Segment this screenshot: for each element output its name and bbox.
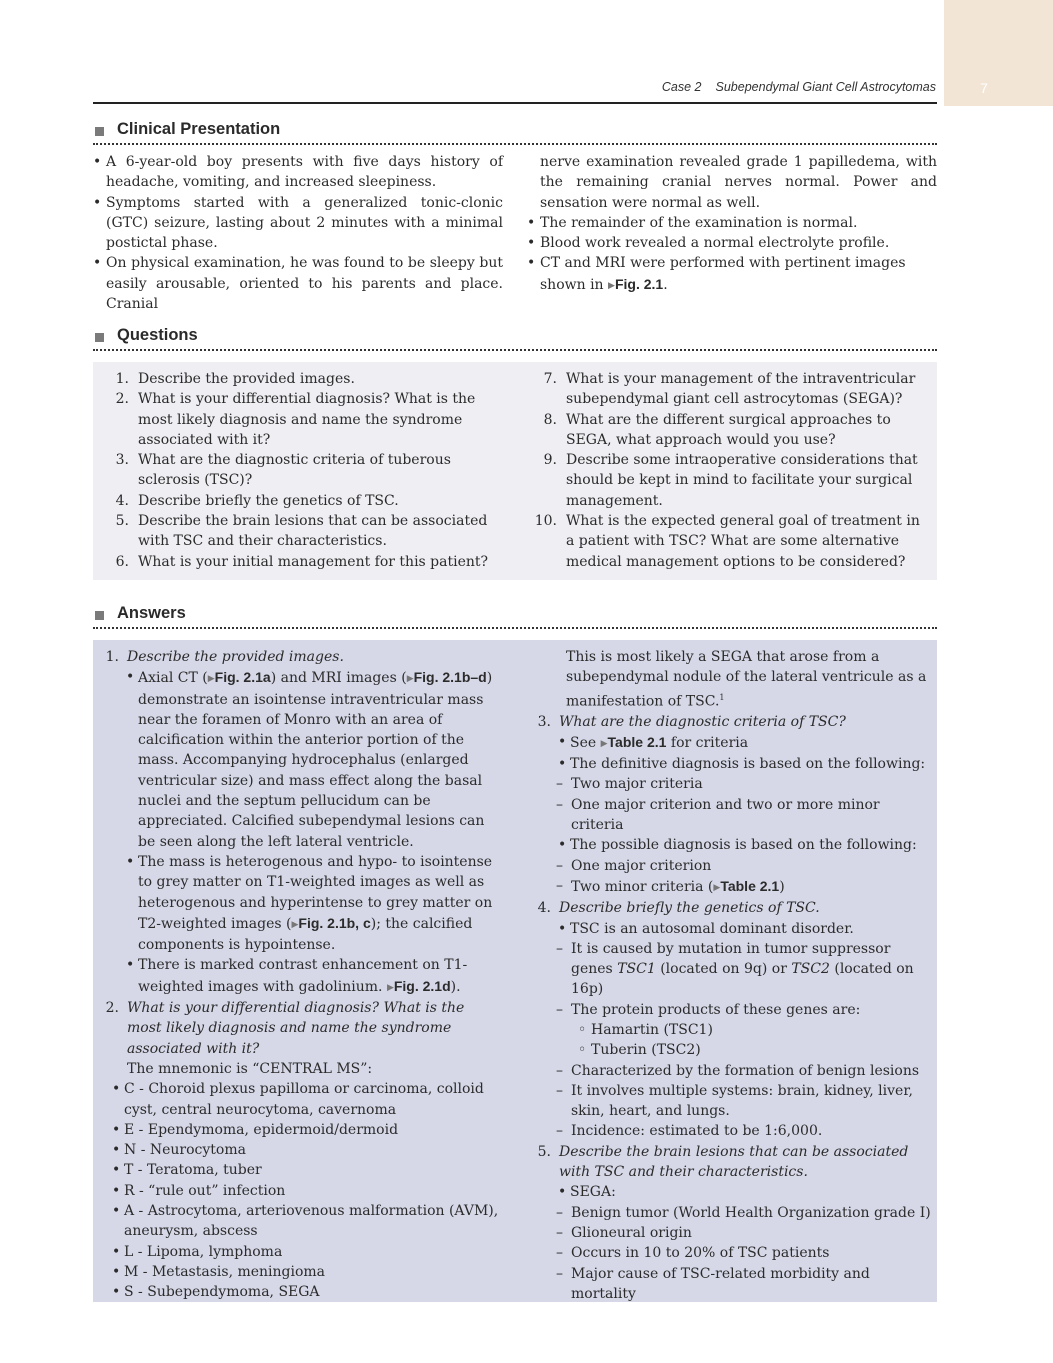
text: There is marked contrast enhancement on T1-weighted images with gadolinium. — [138, 957, 468, 995]
question-text: Describe briefly the genetics of TSC. — [138, 492, 399, 509]
dotted-rule — [93, 627, 937, 629]
answer-dash-item: – Two major criteria — [531, 774, 931, 794]
section-square-icon — [95, 127, 104, 136]
answer-dash-item: – The protein products of these genes are: — [531, 1000, 931, 1020]
answer-dash-item: – It involves multiple systems: brain, kidney, liver, skin, heart, and lungs. — [531, 1081, 931, 1122]
answer-circle-item: ◦ Tuberin (TSC2) — [531, 1040, 931, 1060]
running-header-title: Subependymal Giant Cell Astrocytomas — [715, 80, 936, 94]
clinical-right-column — [527, 152, 937, 296]
mnemonic-item: • A - Astrocytoma, arteriovenous malformation (AVM), aneurysm, abscess — [99, 1201, 499, 1242]
question-text: Describe some intraoperative considerations that should be kept in mind to facilitate your surgical management. — [566, 452, 918, 509]
text: It is caused by mutation in tumor suppressor genes — [571, 940, 891, 978]
text: ) demonstrate an isointense intraventricular mass near the foramen of Monro with an area of calcification within the anterior portion of the mass. Accompanying hydrocephalus (enlarged ventricular size) and mass effect along the basal nuclei and the septum pellucidum can be appreciated. Calcified subependymal lesions can be seen along the left lateral ventricle. — [138, 670, 493, 850]
question-text: What is your initial management for this patient? — [138, 553, 489, 570]
text: Two minor criteria ( — [571, 878, 714, 895]
text: ) and MRI images ( — [270, 670, 407, 687]
mnemonic-item: • E - Ependymoma, epidermoid/dermoid — [99, 1120, 499, 1140]
table-ref[interactable]: Table 2.1 — [607, 733, 667, 750]
mnemonic-item: • R - “rule out” infection — [99, 1181, 499, 1201]
answer-dash-item: – Incidence: estimated to be 1:6,000. — [531, 1121, 931, 1141]
clinical-item-text: CT and MRI were performed with pertinent images shown in — [540, 255, 906, 293]
answer-title: What are the diagnostic criteria of TSC? — [559, 713, 846, 730]
answer-number: 2. — [105, 1000, 119, 1017]
clinical-left-column — [93, 152, 503, 314]
answer-number: 1. — [105, 649, 119, 665]
figure-ref[interactable]: Fig. 2.1b, c — [298, 914, 371, 931]
question-item — [527, 410, 927, 451]
question-item — [99, 511, 494, 552]
answer-bullet: • TSC is an autosomal dominant disorder. — [531, 919, 931, 939]
answer-dash-item: – Characterized by the formation of benign lesions — [531, 1061, 931, 1081]
clinical-item — [527, 253, 937, 296]
answer-bullet: • The definitive diagnosis is based on the following: — [531, 754, 931, 774]
answer-bullet — [99, 955, 499, 998]
figure-ref[interactable]: Fig. 2.1b–d — [413, 669, 487, 686]
clinical-item: • A 6-year-old boy presents with five days history of headache, vomiting, and increased sleepiness. — [93, 152, 503, 193]
answer-number: 4. — [537, 900, 551, 917]
mnemonic-item: • S - Subependymoma, SEGA — [99, 1282, 499, 1302]
question-text: What is your differential diagnosis? What is the most likely diagnosis and name the syndrome associated with it? — [138, 391, 476, 448]
text: The mass is heterogenous and hypo- to isointense to grey matter on T1-weighted images as well as heterogenous and hyperintense to grey matter on T2-weighted images ( — [138, 853, 493, 932]
mnemonic-item: • L - Lipoma, lymphoma — [99, 1242, 499, 1262]
clinical-item-continuation: nerve examination revealed grade 1 papilledema, with the remaining cranial nerves normal. Power and sensation were normal as well. — [540, 154, 937, 211]
mnemonic-item: • M - Metastasis, meningioma — [99, 1262, 499, 1282]
question-number: 2. — [115, 391, 129, 408]
answer-heading — [99, 998, 499, 1059]
figure-ref[interactable]: Fig. 2.1d — [393, 977, 451, 994]
question-text: Describe the provided images. — [138, 371, 355, 387]
figure-ref[interactable]: Fig. 2.1a — [214, 669, 271, 686]
figure-arrow-icon: ▶ — [608, 280, 615, 291]
question-number: 8. — [543, 411, 557, 428]
mnemonic-item: • N - Neurocytoma — [99, 1140, 499, 1160]
question-item — [527, 450, 927, 511]
text: ) — [779, 878, 785, 895]
question-text: What is your management of the intraventricular subependymal giant cell astrocytomas (SEGA)? — [566, 371, 916, 408]
question-item — [99, 369, 494, 389]
question-number: 4. — [115, 492, 129, 509]
clinical-item-end: . — [663, 276, 668, 293]
answer-heading — [531, 898, 931, 918]
answer-dash-item: – One major criterion — [531, 856, 931, 876]
figure-arrow-icon: ▶ — [406, 674, 414, 685]
section-title: Answers — [117, 604, 186, 622]
table-arrow-icon: ▶ — [600, 738, 608, 749]
answers-left-column — [99, 647, 499, 1303]
running-header — [662, 80, 936, 94]
answer-dash-item: – Glioneural origin — [531, 1223, 931, 1243]
section-heading-clinical — [93, 121, 937, 145]
text: for criteria — [670, 734, 749, 751]
answer-bullet: • The possible diagnosis is based on the following: — [531, 835, 931, 855]
answer-bullet — [99, 667, 499, 852]
table-ref[interactable]: Table 2.1 — [720, 877, 780, 894]
clinical-item: • On physical examination, he was found to be sleepy but easily arousable, oriented to his parents and place. Cranial — [93, 253, 503, 314]
question-number: 1. — [115, 371, 129, 387]
question-number: 10. — [534, 513, 557, 530]
answer-bullet: • SEGA: — [531, 1182, 931, 1202]
clinical-item: • Symptoms started with a generalized tonic-clonic (GTC) seizure, lasting about 2 minutes with a minimal postictal phase. — [93, 193, 503, 254]
text: (located on 16p) — [571, 961, 914, 998]
answers-right-column — [531, 647, 931, 1304]
footnote-ref[interactable]: 1 — [719, 692, 725, 702]
section-heading-questions — [93, 327, 937, 351]
answer-title: What is your differential diagnosis? What is the most likely diagnosis and name the syndrome associated with it? — [127, 1000, 465, 1057]
question-number: 9. — [543, 452, 557, 469]
question-item — [99, 491, 494, 511]
text: (located on 9q) or — [660, 961, 787, 978]
question-number: 3. — [115, 452, 129, 469]
question-number: 7. — [543, 371, 557, 387]
answer-number: 3. — [537, 713, 551, 730]
answer-heading — [99, 647, 499, 667]
section-square-icon — [95, 611, 104, 620]
answer-heading — [531, 1142, 931, 1183]
figure-ref[interactable]: Fig. 2.1 — [614, 275, 664, 292]
answer-title: Describe briefly the genetics of TSC. — [559, 900, 820, 917]
mnemonic-item: • C - Choroid plexus papilloma or carcinoma, colloid cyst, central neurocytoma, cavernoma — [99, 1079, 499, 1120]
question-item — [99, 552, 494, 572]
section-square-icon — [95, 333, 104, 342]
question-text: What is the expected general goal of treatment in a patient with TSC? What are some alternative medical management options to be considered? — [566, 513, 920, 570]
figure-arrow-icon: ▶ — [291, 919, 299, 930]
answer-dash-item — [531, 939, 931, 1000]
section-heading-answers — [93, 605, 937, 629]
dotted-rule — [93, 349, 937, 351]
clinical-item: • The remainder of the examination is normal. — [527, 213, 937, 233]
text: This is most likely a SEGA that arose from a subependymal nodule of the lateral ventricule as a manifestation of TSC. — [566, 649, 927, 710]
answer-bullet — [531, 732, 931, 754]
answer-dash-item: – Occurs in 10 to 20% of TSC patients — [531, 1243, 931, 1263]
answer-title: Describe the brain lesions that can be associated with TSC and their characteristics. — [559, 1143, 909, 1181]
text: Axial CT ( — [138, 670, 208, 687]
answer-dash-item: – One major criterion and two or more minor criteria — [531, 795, 931, 836]
figure-arrow-icon: ▶ — [207, 674, 215, 685]
section-title: Clinical Presentation — [117, 120, 281, 138]
running-header-case: Case 2 — [661, 80, 702, 94]
page-number: 7 — [980, 80, 988, 96]
gene-name: TSC2 — [791, 961, 830, 978]
answer-number: 5. — [537, 1143, 551, 1160]
answer-title: Describe the provided images. — [127, 649, 344, 665]
text: ). — [450, 978, 461, 995]
answer-dash-item: – Major cause of TSC-related morbidity and mortality — [531, 1264, 931, 1305]
mnemonic-intro: The mnemonic is “CENTRAL MS”: — [127, 1060, 373, 1077]
question-item — [527, 369, 927, 410]
answer-dash-item — [531, 876, 931, 898]
text: ); the calcified components is hypointense. — [138, 915, 473, 954]
section-title: Questions — [117, 326, 198, 344]
dotted-rule — [93, 143, 937, 145]
question-number: 6. — [115, 553, 129, 570]
question-text: What are the diagnostic criteria of tuberous sclerosis (TSC)? — [138, 452, 451, 489]
question-item — [99, 389, 494, 450]
answer-continuation — [531, 647, 931, 712]
figure-arrow-icon: ▶ — [386, 982, 394, 993]
clinical-item: • Blood work revealed a normal electrolyte profile. — [527, 233, 937, 253]
questions-left-column — [99, 369, 494, 572]
mnemonic-item: • T - Teratoma, tuber — [99, 1160, 499, 1180]
table-arrow-icon: ▶ — [713, 882, 721, 893]
question-text: Describe the brain lesions that can be associated with TSC and their characteristics. — [138, 513, 488, 550]
question-item — [527, 511, 927, 572]
question-text: What are the different surgical approaches to SEGA, what approach would you use? — [566, 411, 891, 448]
header-rule — [93, 102, 937, 104]
questions-right-column — [527, 369, 927, 572]
answer-dash-item: – Benign tumor (World Health Organization grade I) — [531, 1203, 931, 1223]
question-number: 5. — [115, 513, 129, 530]
answer-bullet — [99, 852, 499, 955]
answer-heading — [531, 712, 931, 732]
text: See — [570, 734, 597, 751]
answer-circle-item: ◦ Hamartin (TSC1) — [531, 1020, 931, 1040]
gene-name: TSC1 — [617, 961, 656, 978]
question-item — [99, 450, 494, 491]
